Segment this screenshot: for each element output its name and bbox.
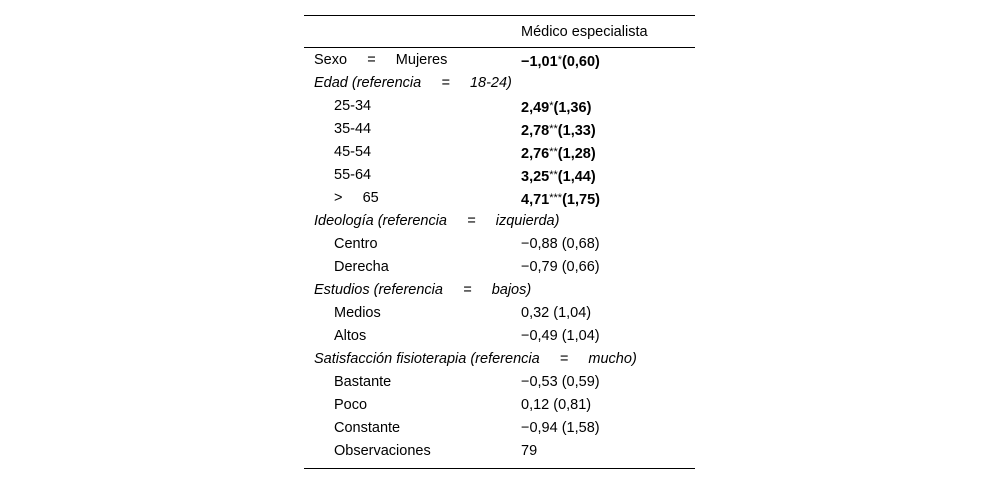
row-value: 0,12 (0,81) bbox=[521, 397, 592, 413]
row-value: −0,53 (0,59) bbox=[521, 374, 600, 390]
column-header-medico-especialista: Médico especialista bbox=[521, 24, 648, 40]
section-header-edad bbox=[304, 72, 695, 95]
row-value: −0,79 (0,66) bbox=[521, 259, 600, 275]
row-label: 25-34 bbox=[334, 98, 372, 114]
row-label: 55-64 bbox=[334, 167, 372, 183]
table-row-observaciones bbox=[304, 440, 695, 463]
row-value: −0,94 (1,58) bbox=[521, 420, 600, 436]
section-header-estudios bbox=[304, 279, 695, 302]
row-label: 45-54 bbox=[334, 144, 372, 160]
table-row-centro bbox=[304, 233, 695, 256]
table-row-35-44 bbox=[304, 118, 695, 141]
section-label: Ideología (referencia = izquierda) bbox=[314, 213, 560, 229]
row-label: Observaciones bbox=[334, 443, 431, 459]
section-label: Estudios (referencia = bajos) bbox=[314, 282, 532, 298]
row-value: 2,49*(1,36) bbox=[521, 100, 592, 116]
row-value: 2,76**(1,28) bbox=[521, 146, 596, 162]
table-row-altos bbox=[304, 325, 695, 348]
row-value: −0,49 (1,04) bbox=[521, 328, 600, 344]
table-header bbox=[304, 16, 695, 48]
row-value: 4,71***(1,75) bbox=[521, 192, 600, 208]
row-label: Derecha bbox=[334, 259, 389, 275]
table-row-constante bbox=[304, 417, 695, 440]
table-row-bastante bbox=[304, 371, 695, 394]
row-label: Bastante bbox=[334, 374, 392, 390]
row-label: Sexo = Mujeres bbox=[314, 52, 448, 68]
table-row-over-65 bbox=[304, 187, 695, 210]
table-row-55-64 bbox=[304, 164, 695, 187]
table-row-medios bbox=[304, 302, 695, 325]
row-value: 0,32 (1,04) bbox=[521, 305, 592, 321]
table-row-25-34 bbox=[304, 95, 695, 118]
row-label: Altos bbox=[334, 328, 367, 344]
row-label: > 65 bbox=[334, 190, 379, 206]
row-value: 2,78**(1,33) bbox=[521, 123, 596, 139]
table-row-45-54 bbox=[304, 141, 695, 164]
table-row-poco bbox=[304, 394, 695, 417]
table-row-derecha bbox=[304, 256, 695, 279]
row-value: 3,25**(1,44) bbox=[521, 169, 596, 185]
row-value: 79 bbox=[521, 443, 538, 459]
table-row-sexo-mujeres bbox=[304, 49, 695, 72]
row-label: Medios bbox=[334, 305, 381, 321]
row-label: 35-44 bbox=[334, 121, 372, 137]
row-label: Poco bbox=[334, 397, 368, 413]
section-label: Satisfacción fisioterapia (referencia = mucho) bbox=[314, 351, 637, 367]
regression-table bbox=[304, 15, 695, 469]
row-value: −1,01*(0,60) bbox=[521, 54, 600, 70]
section-header-ideologia bbox=[304, 210, 695, 233]
section-label: Edad (referencia = 18-24) bbox=[314, 75, 512, 91]
row-label: Constante bbox=[334, 420, 401, 436]
row-value: −0,88 (0,68) bbox=[521, 236, 600, 252]
section-header-satisfaccion bbox=[304, 348, 695, 371]
row-label: Centro bbox=[334, 236, 378, 252]
